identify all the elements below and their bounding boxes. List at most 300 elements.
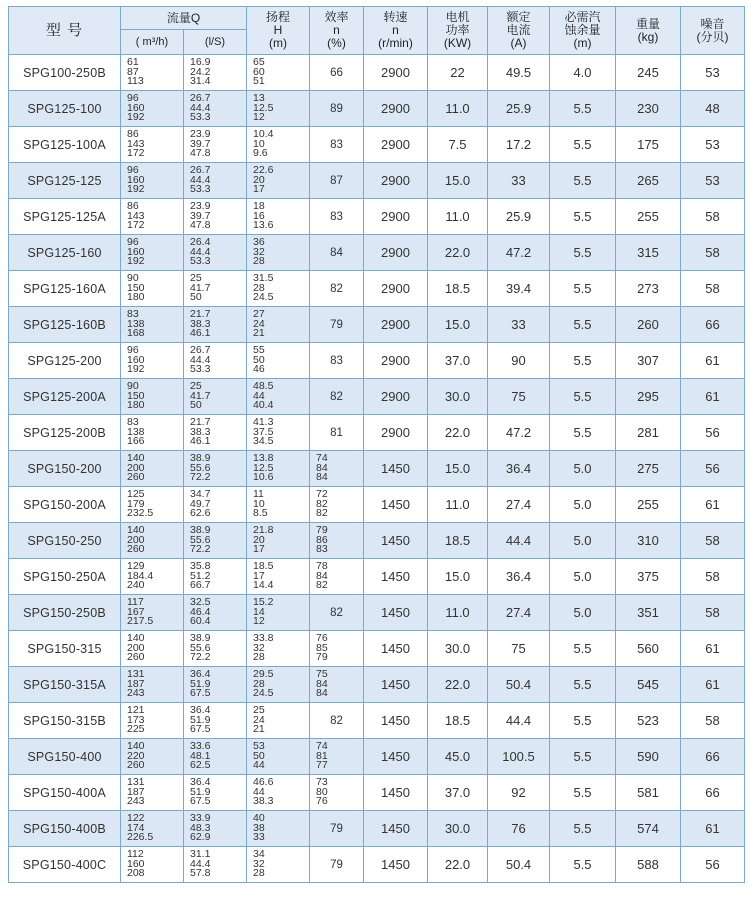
cell-flow-ls-line: 44.4 (190, 101, 211, 114)
cell-flow-ls (184, 739, 247, 775)
cell-head-line: 24.5 (253, 687, 274, 700)
cell-speed: 2900 (364, 91, 428, 127)
cell-noise: 58 (681, 559, 745, 595)
cell-flow-ls-line: 23.9 (190, 128, 211, 141)
cell-flow-ls (184, 487, 247, 523)
cell-flow-ls-line: 53.3 (190, 111, 211, 124)
cell-flow-ls-line: 26.7 (190, 92, 211, 105)
cell-speed: 2900 (364, 415, 428, 451)
cell-flow-ls (184, 415, 247, 451)
cell-flow-ls-line: 50 (190, 291, 202, 304)
cell-efficiency-line: 84 (316, 569, 328, 582)
header-head: 扬程 H (m) (247, 7, 310, 55)
cell-npsh: 5.5 (550, 667, 616, 703)
cell-power: 11.0 (428, 487, 488, 523)
cell-head-line: 16 (253, 209, 265, 222)
cell-flow-ls-line: 48.3 (190, 821, 211, 834)
cell-current: 33 (488, 163, 550, 199)
cell-power: 15.0 (428, 559, 488, 595)
cell-flow-m3h-line: 180 (127, 399, 145, 412)
cell-power: 22.0 (428, 415, 488, 451)
cell-head-line: 53 (253, 740, 265, 753)
cell-speed: 1450 (364, 739, 428, 775)
cell-head (247, 739, 310, 775)
cell-flow-m3h-line: 96 (127, 344, 139, 357)
cell-efficiency-line: 74 (316, 740, 328, 753)
cell-speed: 2900 (364, 343, 428, 379)
cell-noise: 53 (681, 55, 745, 91)
cell-head-line: 18.5 (253, 560, 274, 573)
cell-npsh: 5.0 (550, 487, 616, 523)
cell-npsh: 5.5 (550, 775, 616, 811)
cell-flow-ls-line: 50 (190, 399, 202, 412)
cell-npsh: 5.5 (550, 415, 616, 451)
header-npsh: 必需汽 蚀余量 (m) (550, 7, 616, 55)
cell-head-line: 51 (253, 75, 265, 88)
cell-efficiency-line: 76 (316, 632, 328, 645)
cell-head-line: 41.3 (253, 416, 274, 429)
cell-noise: 56 (681, 415, 745, 451)
cell-head (247, 847, 310, 883)
cell-flow-ls-line: 51.2 (190, 569, 211, 582)
cell-current: 50.4 (488, 847, 550, 883)
cell-noise: 48 (681, 91, 745, 127)
cell-head-line: 28 (253, 255, 265, 268)
cell-efficiency-line: 73 (316, 776, 328, 789)
cell-speed: 2900 (364, 199, 428, 235)
cell-head-line: 46 (253, 363, 265, 376)
cell-flow-ls (184, 307, 247, 343)
cell-power: 37.0 (428, 775, 488, 811)
cell-head-line: 33 (253, 831, 265, 844)
cell-speed: 2900 (364, 307, 428, 343)
cell-head-line: 20 (253, 173, 265, 186)
table-row (9, 379, 745, 415)
cell-weight: 574 (616, 811, 681, 847)
cell-flow-m3h-line: 168 (127, 327, 145, 340)
pump-spec-table (8, 6, 745, 883)
cell-power: 30.0 (428, 811, 488, 847)
table-row (9, 523, 745, 559)
cell-flow-ls-line: 53.3 (190, 255, 211, 268)
cell-flow-ls-line: 35.8 (190, 560, 211, 573)
cell-head-line: 36 (253, 236, 265, 249)
cell-head (247, 775, 310, 811)
cell-flow-ls (184, 127, 247, 163)
cell-flow-m3h (121, 487, 184, 523)
cell-npsh: 5.5 (550, 811, 616, 847)
cell-flow-m3h-line: 125 (127, 488, 145, 501)
cell-flow-ls-line: 31.1 (190, 848, 211, 861)
cell-efficiency: 87 (310, 163, 364, 199)
cell-power: 22.0 (428, 667, 488, 703)
cell-weight: 245 (616, 55, 681, 91)
table-body (9, 55, 745, 883)
cell-head-line: 14.4 (253, 579, 274, 592)
cell-npsh: 5.0 (550, 523, 616, 559)
table-row (9, 271, 745, 307)
cell-flow-m3h-line: 113 (127, 75, 144, 88)
cell-noise: 61 (681, 379, 745, 415)
cell-flow-m3h-line: 192 (127, 255, 145, 268)
header-speed: 转速 n (r/min) (364, 7, 428, 55)
cell-head (247, 127, 310, 163)
cell-head-line: 20 (253, 533, 265, 546)
cell-speed: 1450 (364, 847, 428, 883)
cell-head-line: 34.5 (253, 435, 274, 448)
cell-speed: 1450 (364, 523, 428, 559)
cell-flow-ls-line: 53.3 (190, 363, 211, 376)
cell-npsh: 5.0 (550, 451, 616, 487)
table-row (9, 343, 745, 379)
cell-flow-m3h (121, 523, 184, 559)
cell-flow-ls-line: 60.4 (190, 615, 211, 628)
cell-speed: 2900 (364, 271, 428, 307)
cell-flow-m3h-line: 121 (127, 704, 145, 717)
cell-head-line: 40 (253, 812, 265, 825)
cell-flow-ls-line: 47.8 (190, 147, 211, 160)
cell-efficiency (310, 523, 364, 559)
cell-head-line: 8.5 (253, 507, 268, 520)
cell-efficiency: 82 (310, 595, 364, 631)
header-efficiency: 效率 n (%) (310, 7, 364, 55)
cell-flow-ls-line: 67.5 (190, 723, 211, 736)
cell-flow-m3h-line: 225 (127, 723, 145, 736)
cell-flow-m3h-line: 260 (127, 471, 145, 484)
cell-flow-ls-line: 36.4 (190, 776, 211, 789)
cell-flow-m3h-line: 131 (127, 776, 145, 789)
cell-flow-m3h-line: 192 (127, 111, 145, 124)
cell-head-line: 44 (253, 785, 265, 798)
cell-flow-m3h-line: 217.5 (127, 615, 154, 628)
cell-flow-ls-line: 46.1 (190, 327, 211, 340)
cell-head-line: 17 (253, 569, 265, 582)
cell-current: 47.2 (488, 235, 550, 271)
cell-current: 100.5 (488, 739, 550, 775)
cell-noise: 66 (681, 739, 745, 775)
cell-flow-ls-line: 26.4 (190, 236, 211, 249)
cell-flow-m3h-line: 140 (127, 632, 145, 645)
cell-flow-ls-line: 72.2 (190, 543, 211, 556)
cell-efficiency (310, 667, 364, 703)
cell-current: 27.4 (488, 595, 550, 631)
cell-flow-m3h (121, 235, 184, 271)
cell-model: SPG100-250B (9, 55, 121, 91)
cell-head-line: 12.5 (253, 101, 274, 114)
cell-flow-ls (184, 703, 247, 739)
cell-head-line: 46.6 (253, 776, 274, 789)
cell-speed: 1450 (364, 595, 428, 631)
cell-flow-m3h-line: 260 (127, 543, 145, 556)
cell-current: 17.2 (488, 127, 550, 163)
cell-weight: 295 (616, 379, 681, 415)
cell-flow-ls-line: 21.7 (190, 308, 211, 321)
cell-speed: 1450 (364, 631, 428, 667)
cell-current: 90 (488, 343, 550, 379)
cell-noise: 58 (681, 703, 745, 739)
cell-flow-m3h-line: 150 (127, 281, 145, 294)
cell-flow-m3h-line: 160 (127, 101, 145, 114)
cell-current: 50.4 (488, 667, 550, 703)
cell-speed: 1450 (364, 811, 428, 847)
cell-flow-m3h-line: 131 (127, 668, 145, 681)
cell-head-line: 31.5 (253, 272, 274, 285)
table-row (9, 847, 745, 883)
cell-efficiency: 79 (310, 847, 364, 883)
cell-current: 75 (488, 631, 550, 667)
cell-head-line: 10.4 (253, 128, 274, 141)
cell-flow-m3h-line: 143 (127, 137, 145, 150)
cell-npsh: 5.5 (550, 847, 616, 883)
cell-head (247, 631, 310, 667)
cell-flow-ls-line: 47.8 (190, 219, 211, 232)
cell-flow-ls (184, 55, 247, 91)
cell-flow-ls-line: 26.7 (190, 164, 211, 177)
cell-power: 18.5 (428, 271, 488, 307)
cell-flow-m3h-line: 174 (127, 821, 145, 834)
cell-head-line: 38.3 (253, 795, 274, 808)
cell-head-line: 37.5 (253, 425, 274, 438)
cell-flow-ls-line: 62.5 (190, 759, 211, 772)
cell-flow-m3h (121, 595, 184, 631)
cell-flow-m3h (121, 559, 184, 595)
cell-head-line: 44 (253, 389, 265, 402)
cell-model: SPG150-315B (9, 703, 121, 739)
cell-efficiency (310, 451, 364, 487)
cell-flow-ls (184, 559, 247, 595)
cell-power: 22.0 (428, 235, 488, 271)
table-row (9, 739, 745, 775)
cell-head-line: 13.6 (253, 219, 274, 232)
cell-head-line: 10.6 (253, 471, 274, 484)
cell-flow-m3h-line: 200 (127, 641, 145, 654)
cell-current: 44.4 (488, 703, 550, 739)
cell-speed: 2900 (364, 379, 428, 415)
cell-current: 25.9 (488, 199, 550, 235)
cell-flow-m3h-line: 220 (127, 749, 145, 762)
cell-efficiency-line: 85 (316, 641, 328, 654)
cell-flow-m3h-line: 140 (127, 452, 145, 465)
cell-head (247, 55, 310, 91)
cell-power: 45.0 (428, 739, 488, 775)
cell-head (247, 235, 310, 271)
cell-flow-ls-line: 34.7 (190, 488, 211, 501)
cell-weight: 581 (616, 775, 681, 811)
cell-flow-ls-line: 23.9 (190, 200, 211, 213)
cell-flow-ls (184, 91, 247, 127)
cell-model: SPG125-125 (9, 163, 121, 199)
cell-power: 18.5 (428, 703, 488, 739)
cell-flow-m3h-line: 122 (127, 812, 145, 825)
cell-flow-m3h-line: 83 (127, 416, 139, 429)
cell-flow-m3h-line: 140 (127, 740, 145, 753)
cell-head-line: 21.8 (253, 524, 274, 537)
cell-head (247, 163, 310, 199)
cell-power: 22.0 (428, 847, 488, 883)
cell-flow-ls-line: 38.9 (190, 452, 211, 465)
cell-flow-m3h-line: 243 (127, 795, 145, 808)
cell-head-line: 32 (253, 641, 265, 654)
header-model: 型 号 (9, 7, 121, 55)
cell-head-line: 50 (253, 353, 265, 366)
cell-head-line: 14 (253, 605, 265, 618)
header-weight: 重量 (kg) (616, 7, 681, 55)
cell-flow-ls-line: 33.6 (190, 740, 211, 753)
cell-head (247, 379, 310, 415)
header-flow-ls: (l/S) (184, 30, 247, 55)
cell-efficiency-line: 82 (316, 497, 328, 510)
cell-head-line: 32 (253, 857, 265, 870)
cell-speed: 2900 (364, 127, 428, 163)
table-row (9, 451, 745, 487)
cell-head-line: 48.5 (253, 380, 274, 393)
cell-flow-ls-line: 31.4 (190, 75, 211, 88)
cell-flow-m3h-line: 192 (127, 363, 145, 376)
cell-model: SPG150-250B (9, 595, 121, 631)
cell-flow-m3h-line: 200 (127, 533, 145, 546)
cell-model: SPG150-400 (9, 739, 121, 775)
cell-current: 36.4 (488, 451, 550, 487)
cell-efficiency-line: 84 (316, 461, 328, 474)
cell-flow-m3h-line: 166 (127, 435, 145, 448)
cell-flow-ls-line: 25 (190, 380, 202, 393)
cell-flow-m3h (121, 631, 184, 667)
cell-flow-ls-line: 39.7 (190, 209, 211, 222)
cell-flow-m3h-line: 138 (127, 425, 145, 438)
cell-head-line: 12 (253, 111, 265, 124)
cell-power: 15.0 (428, 451, 488, 487)
table-row (9, 631, 745, 667)
cell-efficiency-line: 84 (316, 471, 328, 484)
cell-flow-m3h (121, 163, 184, 199)
cell-power: 11.0 (428, 199, 488, 235)
cell-power: 11.0 (428, 91, 488, 127)
cell-efficiency (310, 739, 364, 775)
table-row (9, 703, 745, 739)
cell-weight: 315 (616, 235, 681, 271)
cell-head-line: 10 (253, 497, 265, 510)
cell-flow-ls-line: 53.3 (190, 183, 211, 196)
cell-head-line: 21 (253, 327, 265, 340)
cell-current: 33 (488, 307, 550, 343)
cell-efficiency: 82 (310, 379, 364, 415)
cell-flow-m3h-line: 173 (127, 713, 145, 726)
cell-weight: 545 (616, 667, 681, 703)
cell-model: SPG125-160 (9, 235, 121, 271)
cell-flow-m3h-line: 143 (127, 209, 145, 222)
cell-model: SPG150-400B (9, 811, 121, 847)
cell-current: 47.2 (488, 415, 550, 451)
cell-flow-ls-line: 51.9 (190, 677, 211, 690)
cell-head-line: 28 (253, 867, 265, 880)
cell-efficiency: 79 (310, 811, 364, 847)
cell-flow-ls (184, 523, 247, 559)
cell-noise: 61 (681, 811, 745, 847)
cell-flow-m3h-line: 140 (127, 524, 145, 537)
cell-power: 11.0 (428, 595, 488, 631)
cell-efficiency: 83 (310, 343, 364, 379)
cell-weight: 307 (616, 343, 681, 379)
cell-flow-m3h-line: 61 (127, 56, 139, 69)
table-row (9, 163, 745, 199)
cell-flow-m3h (121, 811, 184, 847)
cell-flow-m3h-line: 240 (127, 579, 145, 592)
cell-weight: 560 (616, 631, 681, 667)
cell-efficiency-line: 79 (316, 524, 328, 537)
table-row (9, 811, 745, 847)
header-flow: 流量Q (121, 7, 247, 30)
cell-head (247, 199, 310, 235)
table-row (9, 415, 745, 451)
cell-power: 7.5 (428, 127, 488, 163)
cell-flow-m3h (121, 739, 184, 775)
cell-speed: 1450 (364, 775, 428, 811)
cell-head-line: 50 (253, 749, 265, 762)
cell-flow-ls (184, 631, 247, 667)
cell-flow-m3h (121, 775, 184, 811)
cell-efficiency: 82 (310, 703, 364, 739)
cell-flow-ls-line: 44.4 (190, 245, 211, 258)
cell-weight: 523 (616, 703, 681, 739)
cell-flow-ls (184, 775, 247, 811)
cell-flow-m3h-line: 180 (127, 291, 145, 304)
cell-npsh: 5.0 (550, 595, 616, 631)
cell-flow-m3h-line: 192 (127, 183, 145, 196)
cell-weight: 375 (616, 559, 681, 595)
cell-flow-m3h-line: 172 (127, 219, 145, 232)
cell-head-line: 65 (253, 56, 265, 69)
table-row (9, 307, 745, 343)
table-row (9, 127, 745, 163)
cell-flow-ls-line: 38.9 (190, 632, 211, 645)
cell-efficiency-line: 81 (316, 749, 328, 762)
cell-flow-m3h-line: 232.5 (127, 507, 154, 520)
cell-efficiency-line: 86 (316, 533, 328, 546)
cell-flow-ls-line: 51.9 (190, 713, 211, 726)
header-flow-m3h: ( m³/h) (121, 30, 184, 55)
cell-head-line: 28 (253, 281, 265, 294)
cell-flow-ls-line: 26.7 (190, 344, 211, 357)
cell-flow-m3h-line: 90 (127, 380, 139, 393)
cell-flow-ls-line: 38.3 (190, 317, 211, 330)
cell-efficiency: 82 (310, 271, 364, 307)
cell-head-line: 25 (253, 704, 265, 717)
cell-efficiency-line: 75 (316, 668, 328, 681)
table-row (9, 559, 745, 595)
header-current: 额定 电流 (A) (488, 7, 550, 55)
cell-current: 49.5 (488, 55, 550, 91)
header-power: 电机 功率 (KW) (428, 7, 488, 55)
cell-npsh: 5.5 (550, 703, 616, 739)
table-row (9, 55, 745, 91)
cell-flow-m3h (121, 343, 184, 379)
cell-head-line: 28 (253, 651, 265, 664)
cell-flow-ls (184, 667, 247, 703)
cell-flow-m3h-line: 260 (127, 759, 145, 772)
cell-head (247, 595, 310, 631)
cell-head (247, 487, 310, 523)
cell-flow-ls-line: 21.7 (190, 416, 211, 429)
cell-head (247, 703, 310, 739)
cell-head (247, 451, 310, 487)
cell-flow-m3h (121, 451, 184, 487)
cell-flow-m3h-line: 160 (127, 173, 145, 186)
table-row (9, 667, 745, 703)
cell-head-line: 9.6 (253, 147, 268, 160)
cell-head (247, 667, 310, 703)
cell-flow-ls-line: 72.2 (190, 471, 211, 484)
cell-current: 75 (488, 379, 550, 415)
